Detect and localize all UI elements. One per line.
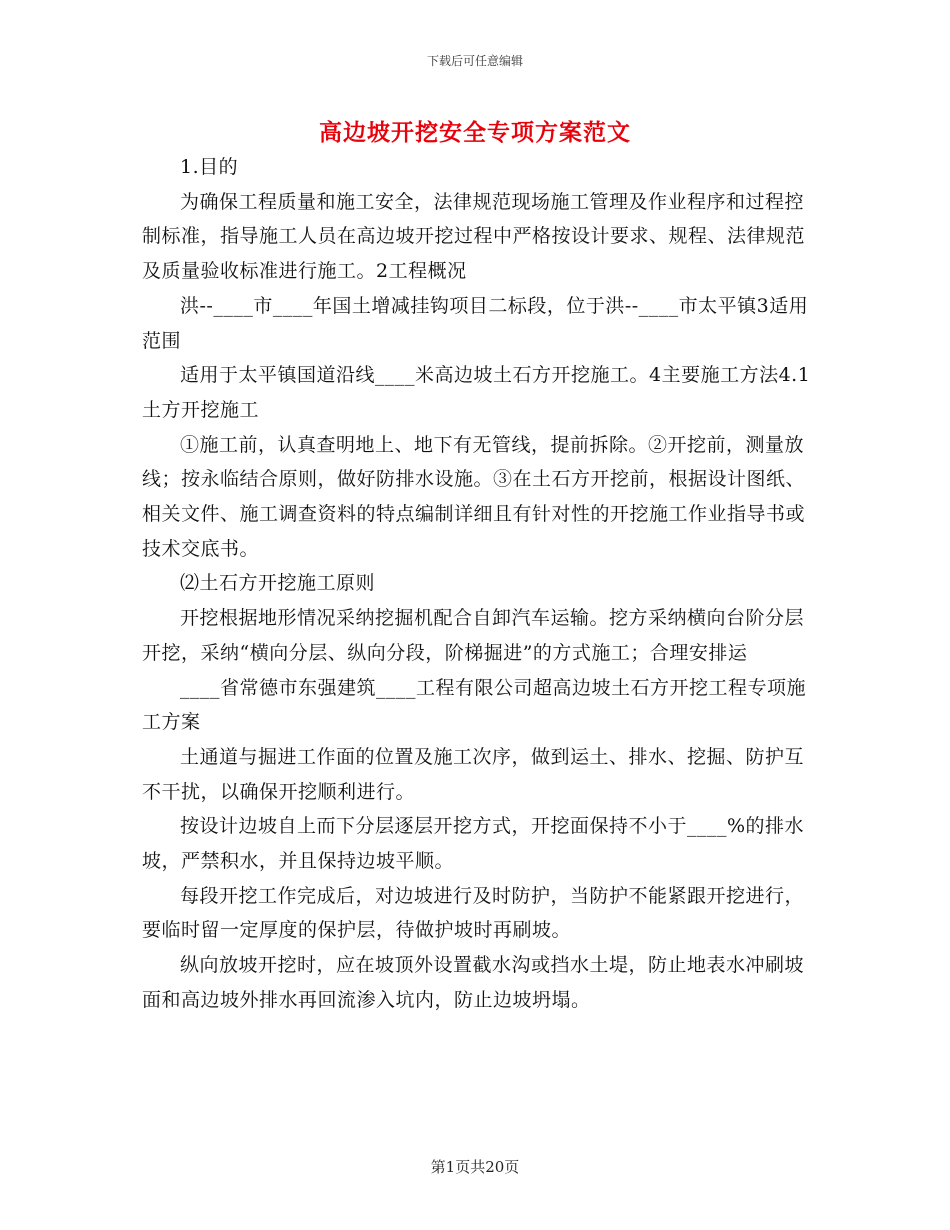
document-body — [142, 150, 818, 1018]
paragraph: ①施工前，认真查明地上、地下有无管线，提前拆除。②开挖前，测量放线；按永临结合原则，做好防排水设施。③在土石方开挖前，根据设计图纸、相关文件、施工调查资料的特点编制详细且有针对性的开挖施工作业指导书或技术交底书。 — [142, 433, 806, 560]
page-footer: 第1页共20页 — [430, 1158, 520, 1176]
header-note: 下载后可任意编辑 — [426, 54, 523, 68]
paragraph: 洪--____市____年国土增减挂钩项目二标段，位于洪--____市太平镇3适用范围 — [142, 294, 809, 352]
paragraph: 土通道与掘进工作面的位置及施工次序，做到运土、排水、挖掘、防护互不干扰，以确保开挖顺利进行。 — [142, 745, 805, 803]
section-heading-purpose: 1.目的 — [180, 156, 239, 178]
paragraph: 开挖根据地形情况采纳挖掘机配合自卸汽车运输。挖方采纳横向台阶分层开挖，采纳“横向分层、纵向分段，阶梯掘进”的方式施工；合理安排运 — [142, 607, 805, 664]
paragraph: 适用于太平镇国道沿线____米高边坡土石方开挖施工。4主要施工方法4.1土方开挖施工 — [142, 364, 811, 421]
paragraph: 纵向放坡开挖时，应在坡顶外设置截水沟或挡水土堤，防止地表水冲刷坡面和高边坡外排水再回流渗入坑内，防止边坡坍塌。 — [142, 954, 805, 1011]
paragraph: 每段开挖工作完成后，对边坡进行及时防护，当防护不能紧跟开挖进行，要临时留一定厚度的保护层，待做护坡时再刷坡。 — [142, 884, 805, 942]
paragraph: 按设计边坡自上而下分层逐层开挖方式，开挖面保持不小于____%的排水坡，严禁积水，并且保持边坡平顺。 — [142, 815, 805, 873]
document-title: 高边坡开挖安全专项方案范文 — [319, 119, 631, 146]
paragraph: 为确保工程质量和施工安全，法律规范现场施工管理及作业程序和过程控制标准，指导施工人员在高边坡开挖过程中严格按设计要求、规程、法律规范及质量验收标准进行施工。2工程概况 — [142, 190, 806, 283]
paragraph: ____省常德市东强建筑____工程有限公司超高边坡土石方开挖工程专项施工方案 — [142, 676, 807, 734]
paragraph: ⑵土石方开挖施工原则 — [180, 572, 376, 595]
